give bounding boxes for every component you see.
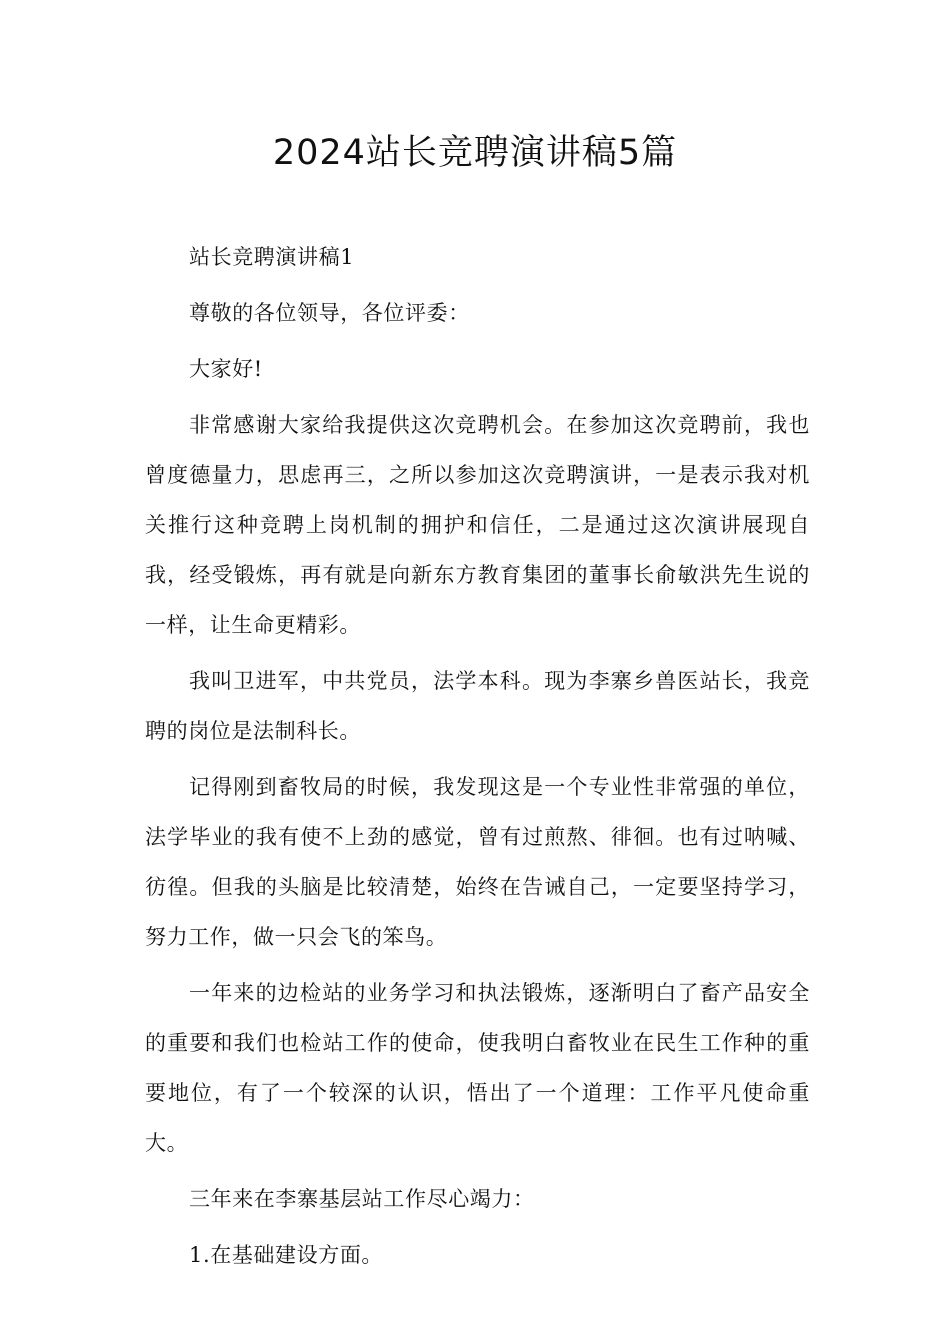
paragraph-salutation: 尊敬的各位领导，各位评委： bbox=[189, 301, 470, 325]
paragraph-list-item-1: 1.在基础建设方面。 bbox=[189, 1243, 384, 1267]
document-title: 2024站长竞聘演讲稿5篇 bbox=[272, 133, 678, 173]
paragraph-heading-speech-1: 站长竞聘演讲稿1 bbox=[189, 245, 355, 269]
paragraph-learning: 一年来的边检站的业务学习和执法锻炼，逐渐明白了畜产品安全的重要和我们也检站工作的使命，使我明白畜牧业在民生工作种的重要地位，有了一个较深的认识，悟出了一个道理：工作平凡使命重大。 bbox=[145, 981, 810, 1155]
document-body bbox=[145, 232, 810, 1280]
paragraph-three-years: 三年来在李寨基层站工作尽心竭力： bbox=[189, 1187, 535, 1211]
paragraph-intro: 非常感谢大家给我提供这次竞聘机会。在参加这次竞聘前，我也曾度德量力，思虑再三，之所以参加这次竞聘演讲，一是表示我对机关推行这种竞聘上岗机制的拥护和信任，二是通过这次演讲展现自我，经受锻炼，再有就是向新东方教育集团的董事长俞敏洪先生说的一样，让生命更精彩。 bbox=[145, 413, 810, 637]
paragraph-self-introduction: 我叫卫进军，中共党员，法学本科。现为李寨乡兽医站长，我竞聘的岗位是法制科长。 bbox=[145, 669, 810, 743]
paragraph-greeting: 大家好! bbox=[189, 357, 263, 381]
paragraph-experience: 记得刚到畜牧局的时候，我发现这是一个专业性非常强的单位，法学毕业的我有使不上劲的感觉，曾有过煎熬、徘徊。也有过呐喊、彷徨。但我的头脑是比较清楚，始终在告诫自己，一定要坚持学习，努力工作，做一只会飞的笨鸟。 bbox=[145, 775, 810, 949]
